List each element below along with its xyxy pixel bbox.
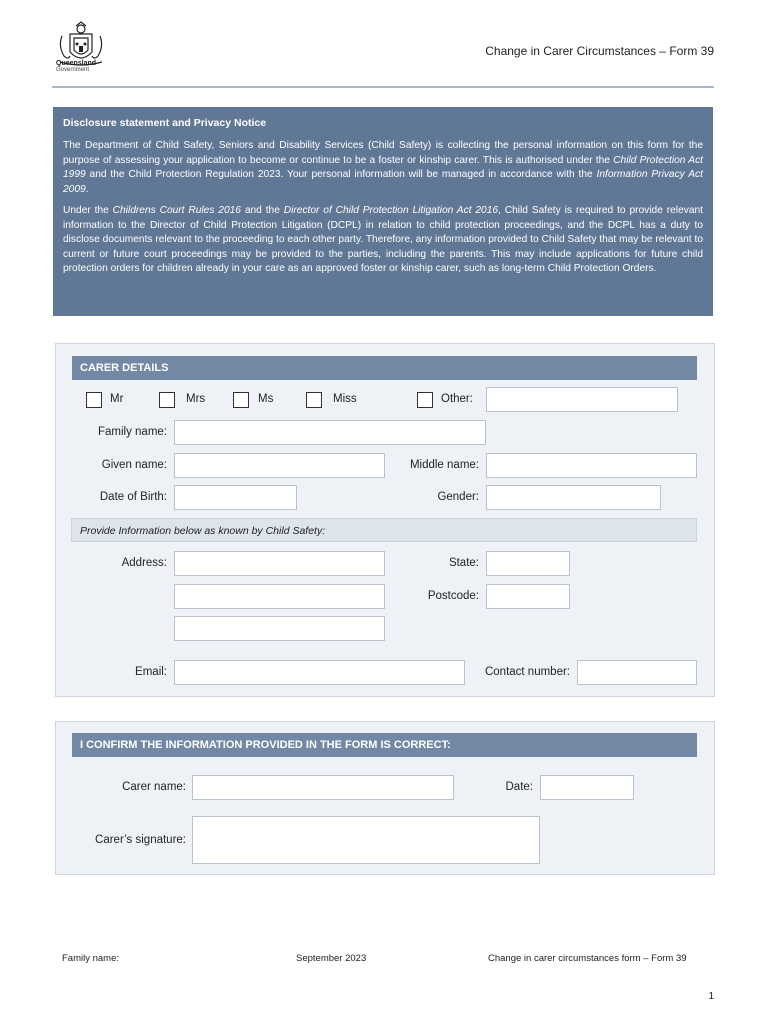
carer-name-label: Carer name: <box>122 781 186 793</box>
date-label: Date: <box>505 781 533 793</box>
middle-name-input[interactable] <box>486 453 697 478</box>
given-name-input[interactable] <box>174 453 385 478</box>
mr-label: Mr <box>110 393 124 405</box>
contact-number-label: Contact number: <box>484 666 570 678</box>
disclosure-paragraph-2 <box>63 204 703 277</box>
logo-text <box>56 60 96 74</box>
given-name-label: Given name: <box>101 459 167 471</box>
disclosure-heading: Disclosure statement and Privacy Notice <box>63 117 267 129</box>
page-number: 1 <box>708 991 714 1002</box>
footer-family-name: Family name: <box>62 953 120 964</box>
other-label: Other: <box>441 393 473 405</box>
logo-sub: Government <box>56 67 90 73</box>
ms-label: Ms <box>258 393 274 405</box>
family-name-input[interactable] <box>174 420 486 445</box>
confirm-heading: I CONFIRM THE INFORMATION PROVIDED IN THE FORM IS CORRECT: <box>72 733 697 757</box>
middle-name-label: Middle name: <box>409 459 479 471</box>
carer-details-heading: CARER DETAILS <box>72 356 697 380</box>
header-divider <box>52 86 714 88</box>
dcpl-act-ref: Director of Child Protection Litigation Act 2016 <box>283 205 499 216</box>
address-line-2-input[interactable] <box>174 584 385 609</box>
footer-form-name: Change in carer circumstances form – Form 39 <box>488 953 687 964</box>
mrs-checkbox[interactable] <box>159 392 175 408</box>
para1-part-b: and the Child Protection Regulation 2023. Your personal information will be managed in accordance with the <box>85 169 597 180</box>
other-checkbox[interactable] <box>417 392 433 408</box>
information-privacy-act-ref: Information Privacy Act 2009 <box>63 169 703 195</box>
footer-date: September 2023 <box>296 953 367 964</box>
known-info-subheading: Provide Information below as known by Child Safety: <box>71 518 697 542</box>
signature-input[interactable] <box>192 816 540 864</box>
form-title: Change in Carer Circumstances – Form 39 <box>485 44 714 58</box>
dob-input[interactable] <box>174 485 297 510</box>
state-label: State: <box>448 557 479 569</box>
para1-part-c: . <box>85 183 89 195</box>
para2-part-c: , Child Safety is required to provide relevant information to the Director of Child Protection Litigation (DCPL) in relation to child protection proceedings, and the DCPL has a duty to disclose documents relevant to the proceeding to each other party. Therefore, any information provided to Child Safety that may be relevant to current or future court proceedings may be provided to the parties, including the parents. This may include applications for future child protection orders for children already in your care as an approved foster or kinship carer, such as long-term Child Protection Orders. <box>63 205 703 274</box>
para1-part-a: The Department of Child Safety, Seniors and Disability Services (Child Safety) is collecting the personal information on this form for the purpose of assessing your application to become or continue to be a foster or kinship carer. This is authorised under the <box>63 140 703 166</box>
postcode-input[interactable] <box>486 584 570 609</box>
dob-label: Date of Birth: <box>99 491 167 503</box>
date-input[interactable] <box>540 775 634 800</box>
address-line-1-input[interactable] <box>174 551 385 576</box>
disclosure-paragraph-1 <box>63 139 703 197</box>
logo-name: Queensland <box>56 60 97 67</box>
gender-input[interactable] <box>486 485 661 510</box>
postcode-label: Postcode: <box>427 590 479 602</box>
disclosure-box <box>53 107 713 316</box>
email-label: Email: <box>135 666 167 678</box>
mr-checkbox[interactable] <box>86 392 102 408</box>
address-line-3-input[interactable] <box>174 616 385 641</box>
gender-label: Gender: <box>437 491 479 503</box>
para2-part-a: Under the <box>63 205 113 216</box>
email-input[interactable] <box>174 660 465 685</box>
signature-label: Carer’s signature: <box>95 834 186 846</box>
carer-name-input[interactable] <box>192 775 454 800</box>
miss-checkbox[interactable] <box>306 392 322 408</box>
childrens-court-rules-ref: Childrens Court Rules 2016 <box>112 205 241 216</box>
contact-number-input[interactable] <box>577 660 697 685</box>
child-protection-act-ref: Child Protection Act 1999 <box>63 154 704 180</box>
family-name-label: Family name: <box>97 426 167 438</box>
mrs-label: Mrs <box>186 393 206 405</box>
address-label: Address: <box>121 557 167 569</box>
miss-label: Miss <box>333 393 357 405</box>
para2-part-b: and the <box>240 205 284 216</box>
other-title-input[interactable] <box>486 387 678 412</box>
ms-checkbox[interactable] <box>233 392 249 408</box>
state-input[interactable] <box>486 551 570 576</box>
